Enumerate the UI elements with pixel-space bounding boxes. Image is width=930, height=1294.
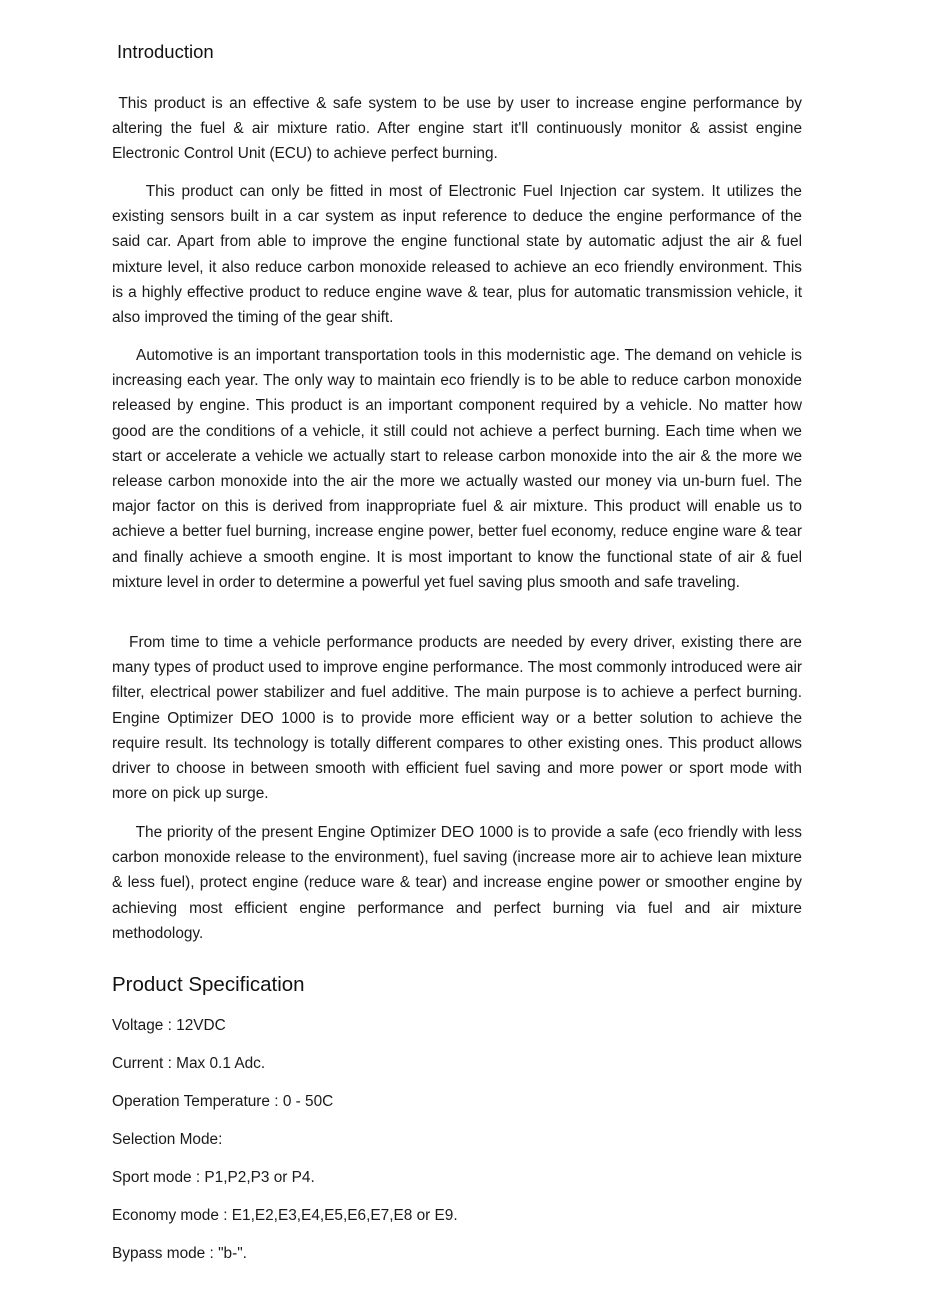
spec-operation-temperature: Operation Temperature : 0 - 50C — [112, 1093, 334, 1110]
spec-current: Current : Max 0.1 Adc. — [112, 1055, 266, 1072]
intro-paragraph-3: Automotive is an important transportation tools in this modernistic age. The demand on vehicle is increasing each year. The only way to maintain eco friendly is to be able to reduce carbon monoxide released by engine. This product is an important component required by a vehicle. No matter how good are the conditions of a vehicle, it still could not achieve a perfect burning. Each time when we start or accelerate a vehicle we actually start to release carbon monoxide into the air & the more we release carbon monoxide into the air the more we actually wasted our money via un-burn fuel. The major factor on this is derived from inappropriate fuel & air mixture. This product will enable us to achieve a better fuel burning, increase engine power, better fuel economy, reduce engine ware & tear and finally achieve a smooth engine. It is most important to know the functional state of air & fuel mixture level in order to determine a powerful yet fuel saving plus smooth and safe traveling. — [112, 347, 802, 591]
spec-economy-mode: Economy mode : E1,E2,E3,E4,E5,E6,E7,E8 or E9. — [112, 1207, 458, 1224]
spec-sport-mode: Sport mode : P1,P2,P3 or P4. — [112, 1169, 315, 1186]
spec-selection-mode: Selection Mode: — [112, 1131, 223, 1148]
spec-bypass-mode: Bypass mode : "b-". — [112, 1245, 247, 1262]
spec-voltage: Voltage : 12VDC — [112, 1017, 226, 1034]
introduction-heading: Introduction — [117, 41, 214, 62]
specification-heading: Product Specification — [112, 973, 305, 996]
intro-paragraph-1: This product is an effective & safe system to be use by user to increase engine performance by altering the fuel & air mixture ratio. After engine start it'll continuously monitor & assist engine Electronic Control Unit (ECU) to achieve perfect burning. — [112, 95, 802, 163]
intro-paragraph-4: From time to time a vehicle performance products are needed by every driver, existing there are many types of product used to improve engine performance. The most commonly introduced were air filter, electrical power stabilizer and fuel additive. The main purpose is to achieve a perfect burning. Engine Optimizer DEO 1000 is to provide more efficient way or a better solution to achieve the require result. Its technology is totally different compares to other existing ones. This product allows driver to choose in between smooth with efficient fuel saving and more power or sport mode with more on pick up surge. — [112, 634, 802, 803]
intro-paragraph-2: This product can only be fitted in most of Electronic Fuel Injection car system. It utilizes the existing sensors built in a car system as input reference to deduce the engine performance of the said car. Apart from able to improve the engine functional state by automatic adjust the air & fuel mixture level, it also reduce carbon monoxide released to achieve an eco friendly environment. This is a highly effective product to reduce engine wave & tear, plus for automatic transmission vehicle, it also improved the timing of the gear shift. — [112, 183, 802, 327]
intro-paragraph-5: The priority of the present Engine Optimizer DEO 1000 is to provide a safe (eco friendly with less carbon monoxide release to the environment), fuel saving (increase more air to achieve lean mixture & less fuel), protect engine (reduce ware & tear) and increase engine power or smoother engine by achieving most efficient engine performance and perfect burning via fuel and air mixture methodology. — [112, 824, 802, 942]
